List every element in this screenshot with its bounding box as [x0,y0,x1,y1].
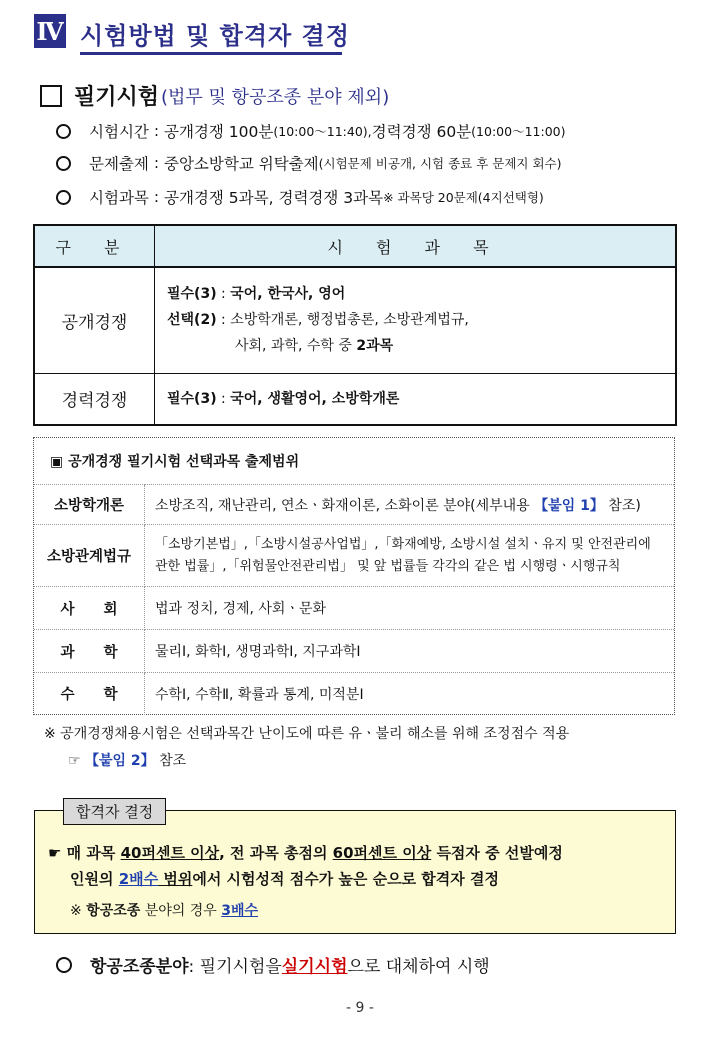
header-category: 구 분 [34,225,155,267]
bullet-value: 공개경쟁 5과목, 경력경쟁 3과목 [163,189,384,207]
bullet-value-small: ※ 과목당 20문제(4지선택형) [383,190,544,205]
scope-value: 법과 정치, 경제, 사회ㆍ문화 [145,587,675,630]
bullet-label: 시험과목 [89,189,149,207]
section-number: Ⅳ [34,14,66,48]
scope-box [33,437,675,715]
scope-caption-row [34,438,674,485]
bullet-exam-setting: 문제출제 : 중앙소방학교 위탁출제 (시험문제 비공개, 시험 종료 후 문제지 회수) [56,152,562,174]
bullet-exam-subjects: 시험과목 : 공개경쟁 5과목, 경력경쟁 3과목 ※ 과목당 20문제(4지선택형) [56,186,544,208]
bullet-label: 시험시간 [89,123,149,141]
scope-table [34,438,674,715]
table-row [34,525,674,587]
attachment-ref: 【붙임 1】 [534,497,604,514]
scope-value: 수학Ⅰ, 수학Ⅱ, 확률과 통계, 미적분Ⅰ [155,686,364,703]
table-row [34,267,676,373]
circle-bullet-icon [56,957,72,973]
written-exam-title: 필기시험 [74,85,160,110]
bullet-value: 중앙소방학교 위탁출제 [163,155,319,173]
scope-value: 소방조직, 재난관리, 연소ㆍ화재이론, 소화이론 분야(세부내용 【붙임 1】 참조) [145,485,675,525]
table-row [34,587,674,630]
section-underline [80,52,342,55]
attachment-ref: 【붙임 2】 [85,753,155,769]
row-content: 필수(3) : 국어, 생활영어, 소방학개론 [155,373,677,425]
subjects-table [33,224,677,426]
scope-value: 물리Ⅰ, 화학Ⅰ, 생명과학Ⅰ, 지구과학Ⅰ [145,630,675,673]
pass-rule-line-2: 인원의 2배수 범위에서 시험성적 점수가 높은 순으로 합격자 결정 [70,870,499,888]
bullet-label: 문제출제 [89,155,149,173]
practical-exam-highlight: 실기시험 [281,957,348,977]
bullet-value-small: (시험문제 비공개, 시험 종료 후 문제지 회수) [318,156,562,171]
bullet-value-small: (10:00～11:40), [273,124,372,139]
pass-decision-label: 합격자 결정 [63,798,166,825]
row-label: 공개경쟁 [34,267,155,373]
row-content: 필수(3) : 국어, 한국사, 영어 선택(2) : 소방학개론, 행정법총론, 소방관계법규, 사회, 과학, 수학 중 2과목 [155,267,677,373]
checkbox-icon [40,85,62,107]
attachment-note: ☞ 【붙임 2】 참조 [68,753,187,769]
scope-label: 수 학 [34,673,145,715]
written-exam-heading [40,80,389,111]
aviation-multiplier-note: ※ 항공조종 분야의 경우 3배수 [70,903,259,919]
table-row [34,630,674,673]
adjusted-score-note: ※ 공개경쟁채용시험은 선택과목간 난이도에 따른 유ㆍ불리 해소를 위해 조정점수 적용 [44,726,570,742]
bullet-value-2-small: (10:00～11:00) [471,124,566,139]
scope-label: 소방관계법규 [34,525,145,587]
aviation-label: 항공조종분야 [90,957,189,977]
circle-bullet-icon [56,156,71,171]
circle-bullet-icon [56,124,71,139]
scope-value: 「소방기본법」,「소방시설공사업법」,「화재예방, 소방시설 설치ㆍ유지 및 안전관리에 관한 법률」,「위험물안전관리법」 및 앞 법률들 각각의 같은 법 시행령ㆍ시행규칙 [145,525,675,587]
bullet-exam-time: 시험시간 : 공개경쟁 100분 (10:00～11:40), 경력경쟁 60분 (10:00～11:00) [56,120,565,142]
bullet-value: 공개경쟁 100분 [163,123,274,141]
table-row [34,485,674,525]
pass-rule-line-1: ☛ 매 과목 40퍼센트 이상, 전 과목 총점의 60퍼센트 이상 득점자 중 선발예정 [48,844,563,862]
row-label: 경력경쟁 [34,373,155,425]
table-row [34,373,676,425]
circle-bullet-icon [56,190,71,205]
header-subjects: 시 험 과 목 [155,225,677,267]
page-number: - 9 - [346,1000,374,1016]
scope-caption: ▣ 공개경쟁 필기시험 선택과목 출제범위 [34,438,674,485]
aviation-bullet: 항공조종분야 : 필기시험을 실기시험 으로 대체하여 시행 [56,952,490,977]
bullet-value-2: 경력경쟁 60분 [371,123,472,141]
table-row [34,673,674,715]
written-exam-note: (법무 및 항공조종 분야 제외) [161,86,390,108]
scope-label: 과 학 [34,630,145,673]
section-title: 시험방법 및 합격자 결정 [80,22,350,50]
scope-label: 소방학개론 [34,485,145,525]
table-header-row [34,225,676,267]
scope-label: 사 회 [34,587,145,630]
